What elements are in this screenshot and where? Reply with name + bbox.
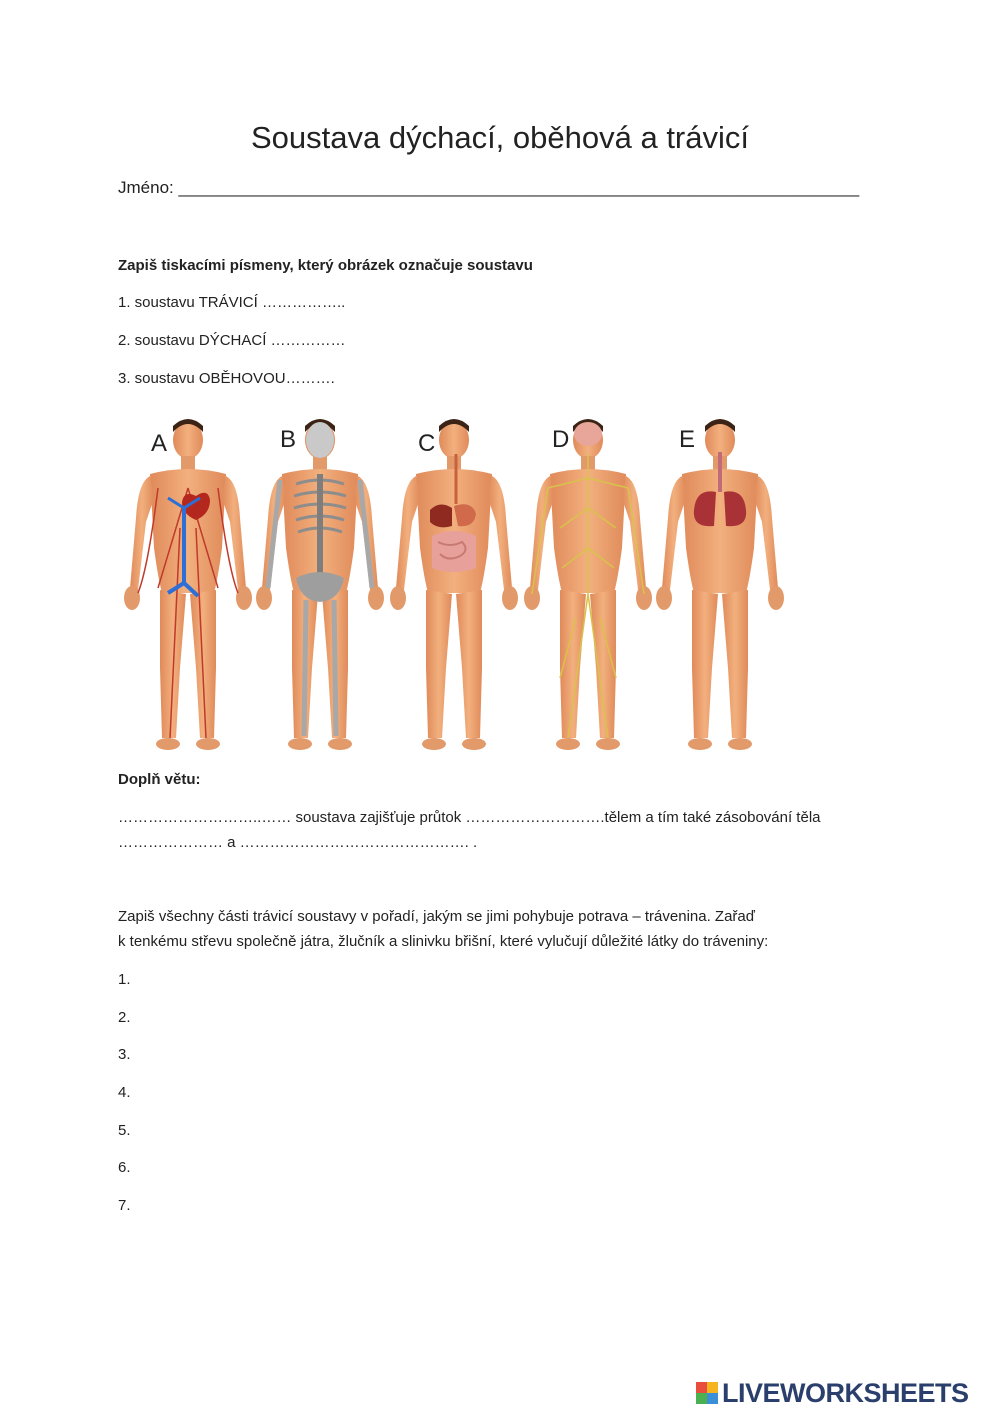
task3-answer-2[interactable] <box>140 1005 744 1033</box>
task3-number-1: 1. <box>118 971 131 988</box>
skeleton-body-icon <box>256 419 384 750</box>
figure-label-e: E <box>679 426 696 453</box>
task2-answer-4[interactable] <box>224 830 428 858</box>
task3-answer-6[interactable] <box>140 1155 744 1183</box>
task3-answer-4[interactable] <box>140 1080 744 1108</box>
name-field-label: Jméno: ________________________________________________________________________ <box>118 178 860 197</box>
task2-heading: Doplň větu: <box>118 771 201 788</box>
task2-line-2: ………………… a ………………………………………. . <box>118 834 478 851</box>
body-systems-illustration <box>120 410 810 755</box>
nervous-body-icon <box>524 419 652 750</box>
figure-label-a: A <box>151 430 168 457</box>
task1-answer-1[interactable] <box>270 290 354 318</box>
task3-number-2: 2. <box>118 1009 131 1026</box>
body-systems-figure <box>120 410 810 755</box>
task3-answer-5[interactable] <box>140 1118 744 1146</box>
task3-number-5: 5. <box>118 1122 131 1139</box>
task3-number-7: 7. <box>118 1197 131 1214</box>
task2-line-1: ………………………..…… soustava zajišťuje průtok ……………………….tělem a tím také zásobování těla <box>118 809 821 826</box>
task2-answer-1[interactable] <box>118 805 260 833</box>
task3-answer-3[interactable] <box>140 1042 744 1070</box>
name-input[interactable] <box>186 178 878 206</box>
task1-answer-3[interactable] <box>298 366 354 394</box>
figure-label-d: D <box>552 426 570 453</box>
task2-answer-3[interactable] <box>118 830 214 858</box>
liveworksheets-mark-icon <box>696 1382 718 1404</box>
task1-item-3: 3. soustavu OBĚHOVOU………. <box>118 370 335 387</box>
task3-intro-line-2: k tenkému střevu společně játra, žlučník a slinivku břišní, které vylučují důležité látky do tráveniny: <box>118 933 769 950</box>
task3-number-3: 3. <box>118 1046 131 1063</box>
figure-label-b: B <box>280 426 297 453</box>
task1-item-2: 2. soustavu DÝCHACÍ …………… <box>118 332 346 349</box>
task3-number-6: 6. <box>118 1159 131 1176</box>
task3-answer-1[interactable] <box>140 967 744 995</box>
task3-number-4: 4. <box>118 1084 131 1101</box>
task3-intro-line-1: Zapiš všechny části trávicí soustavy v pořadí, jakým se jimi pohybuje potrava – trávenina. Zařaď <box>118 908 755 925</box>
brand-text: LIVEWORKSHEETS <box>722 1377 969 1408</box>
figure-label-c: C <box>418 430 436 457</box>
task1-item-1: 1. soustavu TRÁVICÍ …………….. <box>118 294 346 311</box>
liveworksheets-logo <box>696 1378 969 1408</box>
task1-answer-2[interactable] <box>278 328 354 356</box>
task1-heading: Zapiš tiskacími písmeny, který obrázek označuje soustavu <box>118 257 533 274</box>
respiratory-body-icon <box>656 419 784 750</box>
task3-answer-7[interactable] <box>140 1193 744 1221</box>
digestive-body-icon <box>390 419 518 750</box>
page-title: Soustava dýchací, oběhová a trávicí <box>250 120 749 155</box>
circulatory-body-icon <box>124 419 252 750</box>
task2-answer-2[interactable] <box>450 805 572 833</box>
